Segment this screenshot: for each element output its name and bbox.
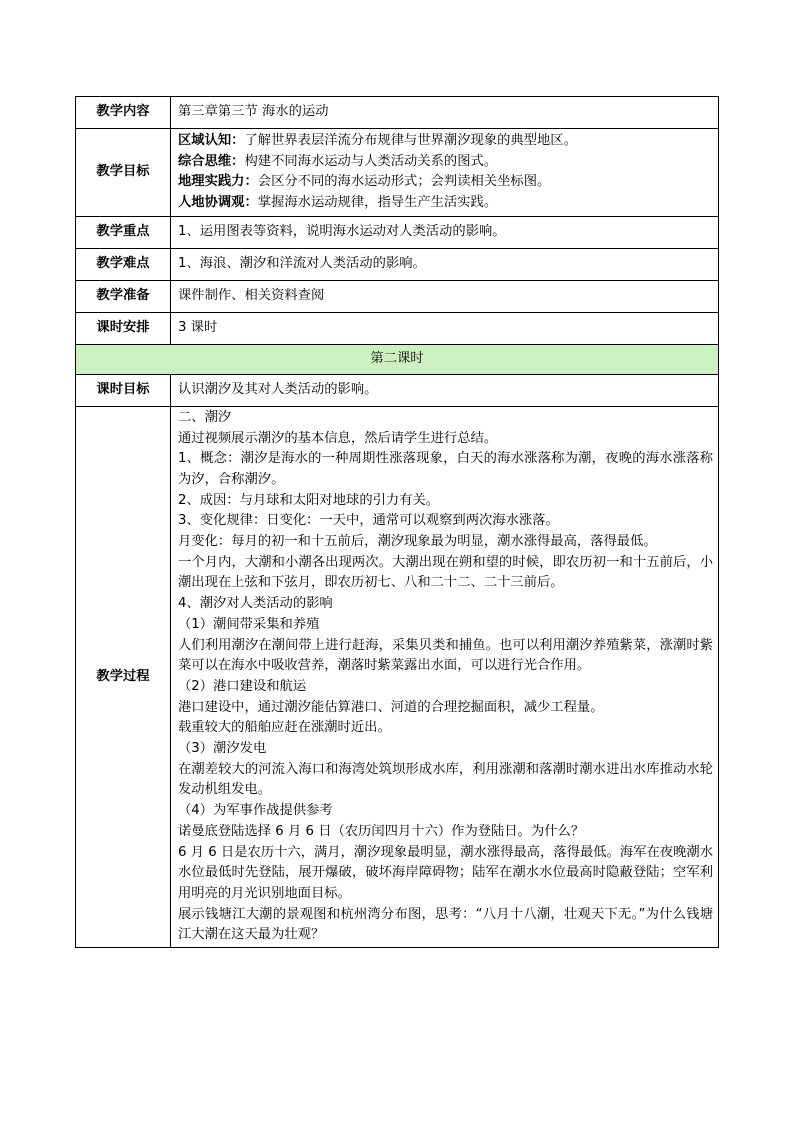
goal-item: 综合思维：构建不同海水运动与人类活动关系的图式。 bbox=[178, 153, 498, 169]
label-schedule: 课时安排 bbox=[76, 312, 171, 344]
process-paragraph: 月变化：每月的初一和十五前后，潮汐现象最为明显，潮水涨得最高，落得最低。 bbox=[178, 534, 657, 550]
goal-item: 人地协调观：掌握海水运动规律，指导生产生活实践。 bbox=[178, 195, 498, 211]
process-paragraph: （4）为军事作战提供参考 bbox=[178, 803, 333, 819]
process-paragraph: 诺曼底登陆选择 6 月 6 日（农历闰四月十六）作为登陆日。为什么？ bbox=[178, 823, 585, 839]
lesson-plan-table bbox=[75, 96, 719, 948]
label-goals: 教学目标 bbox=[76, 129, 171, 217]
value-goals bbox=[171, 129, 719, 217]
process-paragraph: 载重较大的船舶应赶在涨潮时近出。 bbox=[178, 720, 391, 736]
label-difficulties: 教学难点 bbox=[76, 248, 171, 280]
process-paragraph: 人们利用潮汐在潮间带上进行赶海，采集贝类和捕鱼。也可以利用潮汐养殖紫菜，涨潮时紫菜可以在海水中吸收营养，潮落时紫菜露出水面，可以进行光合作用。 bbox=[178, 637, 713, 674]
process-paragraph: 在潮差较大的河流入海口和海湾处筑坝形成水库，利用涨潮和落潮时潮水进出水库推动水轮发动机组发电。 bbox=[178, 761, 713, 798]
row-schedule bbox=[76, 312, 719, 344]
row-goals bbox=[76, 129, 719, 217]
process-paragraph: 港口建设中，通过潮汐能估算港口、河道的合理挖掘面积，减少工程量。 bbox=[178, 699, 604, 715]
value-lesson-goal: 认识潮汐及其对人类活动的影响。 bbox=[171, 374, 719, 406]
process-paragraph: （2）港口建设和航运 bbox=[178, 678, 307, 694]
value-process bbox=[171, 406, 719, 947]
label-lesson-goal: 课时目标 bbox=[76, 374, 171, 406]
value-preparation: 课件制作、相关资料查阅 bbox=[171, 280, 719, 312]
label-content: 教学内容 bbox=[76, 97, 171, 129]
row-difficulties bbox=[76, 248, 719, 280]
label-preparation: 教学准备 bbox=[76, 280, 171, 312]
value-schedule: 3 课时 bbox=[171, 312, 719, 344]
row-process bbox=[76, 406, 719, 947]
process-paragraph: 3、变化规律：日变化：一天中，通常可以观察到两次海水涨落。 bbox=[178, 513, 559, 529]
process-paragraph: （1）潮间带采集和养殖 bbox=[178, 616, 320, 632]
process-paragraph: 6 月 6 日是农历十六，满月，潮汐现象最明显，潮水涨得最高，落得最低。海军在夜晚潮水水位最低时先登陆，展开爆破，破坏海岸障碍物；陆军在潮水水位最高时隐蔽登陆；空军利用明亮的月光识别地面目标。 bbox=[178, 844, 713, 901]
process-paragraph: 通过视频展示潮汐的基本信息，然后请学生进行总结。 bbox=[178, 430, 498, 446]
value-content: 第三章第三节 海水的运动 bbox=[171, 97, 719, 129]
label-process: 教学过程 bbox=[76, 406, 171, 947]
row-preparation bbox=[76, 280, 719, 312]
process-paragraph: 2、成因：与月球和太阳对地球的引力有关。 bbox=[178, 492, 440, 508]
process-paragraph: （3）潮汐发电 bbox=[178, 741, 267, 757]
section-title: 第二课时 bbox=[76, 344, 719, 374]
goal-item: 区域认知：了解世界表层洋流分布规律与世界潮汐现象的典型地区。 bbox=[178, 133, 577, 148]
row-content bbox=[76, 97, 719, 129]
row-section-title bbox=[76, 344, 719, 374]
goal-item: 地理实践力：会区分不同的海水运动形式；会判读相关坐标图。 bbox=[178, 174, 551, 190]
row-lesson-goal bbox=[76, 374, 719, 406]
value-difficulties: 1、海浪、潮汐和洋流对人类活动的影响。 bbox=[171, 248, 719, 280]
process-paragraph: 4、潮汐对人类活动的影响 bbox=[178, 596, 333, 612]
value-key-points: 1、运用图表等资料，说明海水运动对人类活动的影响。 bbox=[171, 216, 719, 248]
row-key-points bbox=[76, 216, 719, 248]
process-paragraph: 二、潮汐 bbox=[178, 409, 232, 425]
process-paragraph: 1、概念：潮汐是海水的一种周期性涨落现象，白天的海水涨落称为潮，夜晚的海水涨落称为汐，合称潮汐。 bbox=[178, 451, 713, 487]
label-key-points: 教学重点 bbox=[76, 216, 171, 248]
process-paragraph: 一个月内，大潮和小潮各出现两次。大潮出现在朔和望的时候，即农历初一和十五前后，小潮出现在上弦和下弦月，即农历初七、八和二十二、二十三前后。 bbox=[178, 554, 713, 591]
process-paragraph: 展示钱塘江大潮的景观图和杭州湾分布图，思考：“八月十八潮，壮观天下无。”为什么钱塘江大潮在这天最为壮观？ bbox=[178, 906, 713, 943]
